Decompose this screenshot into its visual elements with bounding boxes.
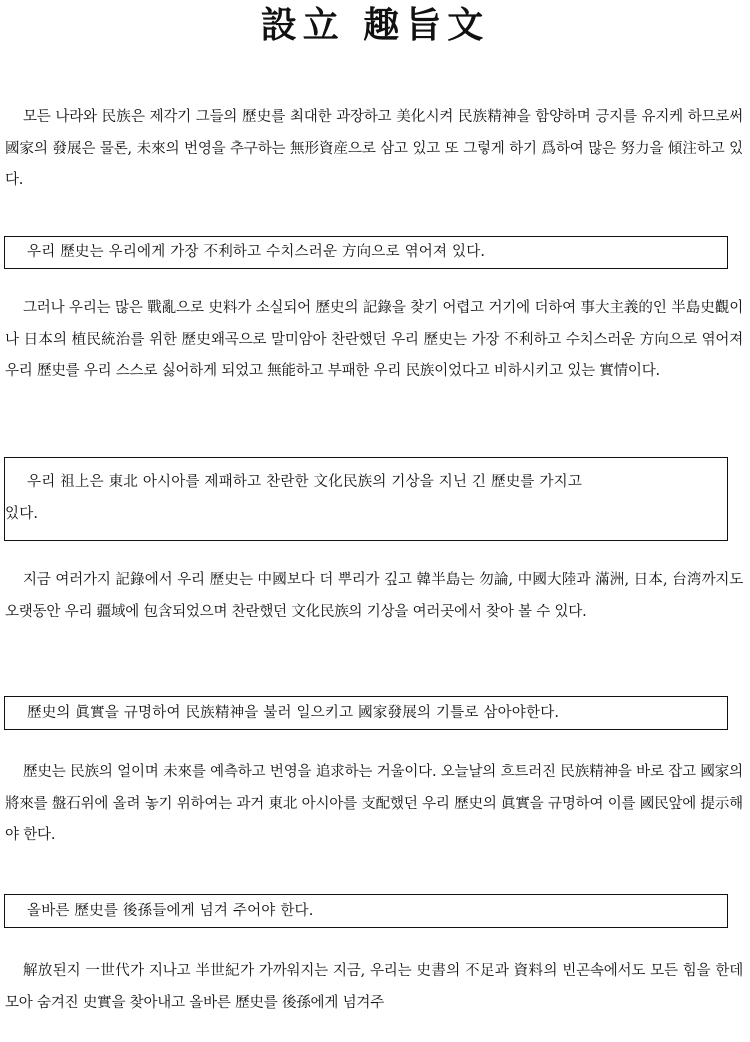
heading-box-1-text: 우리 歷史는 우리에게 가장 不利하고 수치스러운 方向으로 엮어져 있다. [27,244,486,260]
heading-box-3-text: 歷史의 眞實을 규명하여 民族精神을 불러 일으키고 國家發展의 기틀로 삼아야한다. [27,705,560,721]
document-title: 設立 趣旨文 [260,4,490,46]
paragraph-3: 지금 여러가지 記錄에서 우리 歷史는 中國보다 더 뿌리가 깊고 韓半島는 勿論, 中國大陸과 滿洲, 日本, 台湾까지도 오랫동안 우리 疆域에 包含되었으며 찬란했던 文化民族의 기상을 여러곳에서 찾아 볼 수 있다. [5,572,743,620]
heading-box-1 [4,236,728,269]
heading-box-2 [4,457,728,541]
heading-box-3 [4,696,728,730]
paragraph-4: 歷史는 民族의 얼이며 未來를 예측하고 번영을 追求하는 거울이다. 오늘날의 흐트러진 民族精神을 바로 잡고 國家의 將來를 盤石위에 올려 놓기 위하여는 과거 東北 아시아를 支配했던 우리 歷史의 眞實을 규명하여 이를 國民앞에 提示해야 한다. [5,764,743,843]
paragraph-2: 그러나 우리는 많은 戰亂으로 史料가 소실되어 歷史의 記錄을 찾기 어렵고 거기에 더하여 事大主義的인 半島史觀이나 日本의 植民統治를 위한 歷史왜곡으로 말미암아 찬란했던 우리 歷史는 가장 不利하고 수치스러운 方向으로 엮어져 우리 歷史를 우리 스스로 싫어하게 되었고 無能하고 부패한 우리 民族이었다고 비하시키고 있는 實情이다. [5,300,743,379]
heading-box-4 [4,894,728,928]
heading-box-4-text: 올바른 歷史를 後孫들에게 넘겨 주어야 한다. [27,903,314,919]
heading-box-2-text-line2: 있다. [5,506,39,522]
heading-box-2-text-line1: 우리 祖上은 東北 아시아를 제패하고 찬란한 文化民族의 기상을 지닌 긴 歷史를 가지고 [27,474,583,490]
paragraph-1: 모든 나라와 民族은 제각기 그들의 歷史를 최대한 과장하고 美化시켜 民族精神을 함양하며 긍지를 유지케 하므로써 國家의 發展은 물론, 未來의 번영을 추구하는 無形資産으로 삼고 있고 또 그렇게 하기 爲하여 많은 努力을 傾注하고 있다. [5,109,743,188]
paragraph-5: 解放된지 一世代가 지나고 半世紀가 가까워지는 지금, 우리는 史書의 不足과 資料의 빈곤속에서도 모든 힘을 한데 모아 숨겨진 史實을 찾아내고 올바른 歷史를 後孫에게 넘겨주 [5,963,743,1011]
